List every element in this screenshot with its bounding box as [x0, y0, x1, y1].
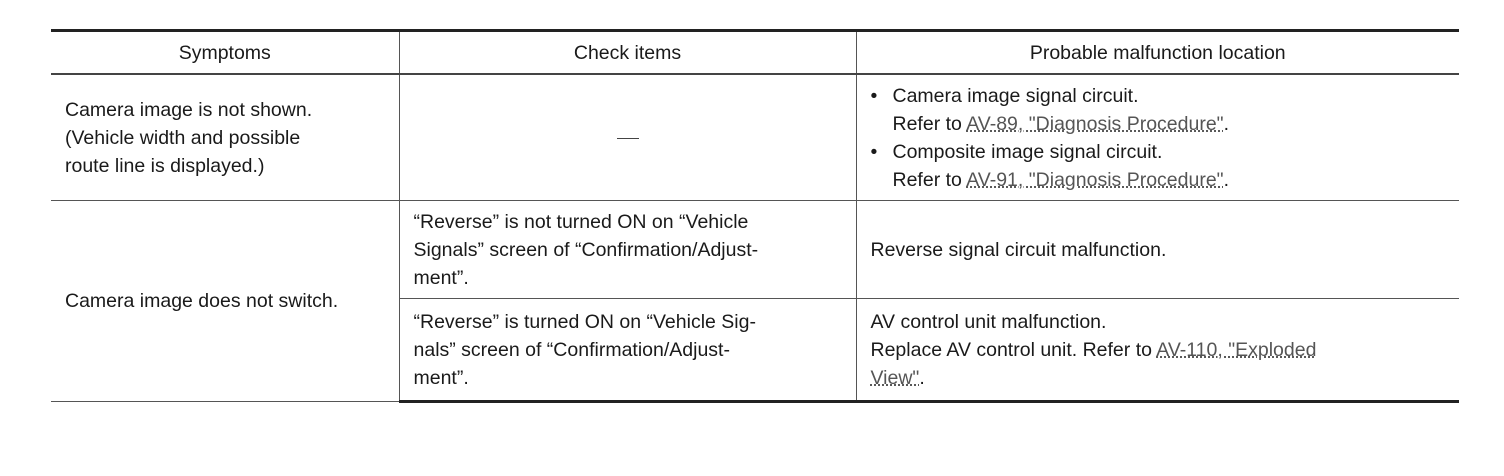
refer-prefix: Refer to	[892, 112, 967, 135]
refer-line	[871, 110, 1446, 138]
location-cell	[856, 74, 1459, 201]
location-bullet	[871, 138, 1446, 166]
check-line: Signals” screen of “Confirmation/Adjust-	[413, 238, 759, 261]
table-row	[51, 201, 1459, 299]
symptom-cell: Camera image does not switch.	[51, 201, 399, 402]
reference-link[interactable]: AV-89, "Diagnosis Procedure"	[966, 112, 1224, 135]
reference-link[interactable]: AV-91, "Diagnosis Procedure"	[966, 168, 1224, 191]
location-cell: Reverse signal circuit malfunction.	[856, 201, 1459, 299]
check-items-cell	[399, 74, 856, 201]
symptom-cell	[51, 74, 399, 201]
reference-link-continued[interactable]: View"	[870, 366, 920, 389]
symptom-line: Camera image is not shown.	[65, 98, 313, 121]
check-items-cell	[399, 299, 856, 402]
bullet-icon: •	[870, 84, 878, 107]
symptom-line: route line is displayed.)	[65, 154, 265, 177]
header-check-items: Check items	[399, 31, 856, 75]
refer-suffix: .	[919, 366, 925, 389]
check-line: “Reverse” is not turned ON on “Vehicle	[413, 210, 749, 233]
refer-suffix: .	[1223, 168, 1230, 191]
check-line: ment”.	[413, 266, 469, 289]
location-line	[871, 364, 1446, 392]
check-line: nals” screen of “Confirmation/Adjust-	[413, 338, 730, 361]
reference-link[interactable]: AV-110, "Exploded	[1156, 338, 1317, 361]
location-line	[871, 336, 1446, 364]
diagnosis-table	[51, 29, 1459, 403]
location-cell	[856, 299, 1459, 402]
refer-line	[871, 166, 1446, 194]
table-row	[51, 74, 1459, 201]
empty-dash	[617, 138, 639, 139]
bullet-text: Composite image signal circuit.	[892, 140, 1163, 163]
symptom-line: (Vehicle width and possible	[65, 126, 301, 149]
check-items-cell	[399, 201, 856, 299]
header-probable-location: Probable malfunction location	[856, 31, 1459, 75]
bullet-icon: •	[870, 140, 878, 163]
refer-suffix: .	[1223, 112, 1230, 135]
location-line: AV control unit malfunction.	[870, 310, 1107, 333]
location-bullet	[871, 82, 1446, 110]
bullet-text: Camera image signal circuit.	[892, 84, 1139, 107]
check-line: “Reverse” is turned ON on “Vehicle Sig-	[413, 310, 756, 333]
header-symptoms: Symptoms	[51, 31, 399, 75]
check-line: ment”.	[413, 366, 469, 389]
header-row	[51, 31, 1459, 75]
refer-prefix: Replace AV control unit. Refer to	[870, 338, 1157, 361]
refer-prefix: Refer to	[892, 168, 967, 191]
